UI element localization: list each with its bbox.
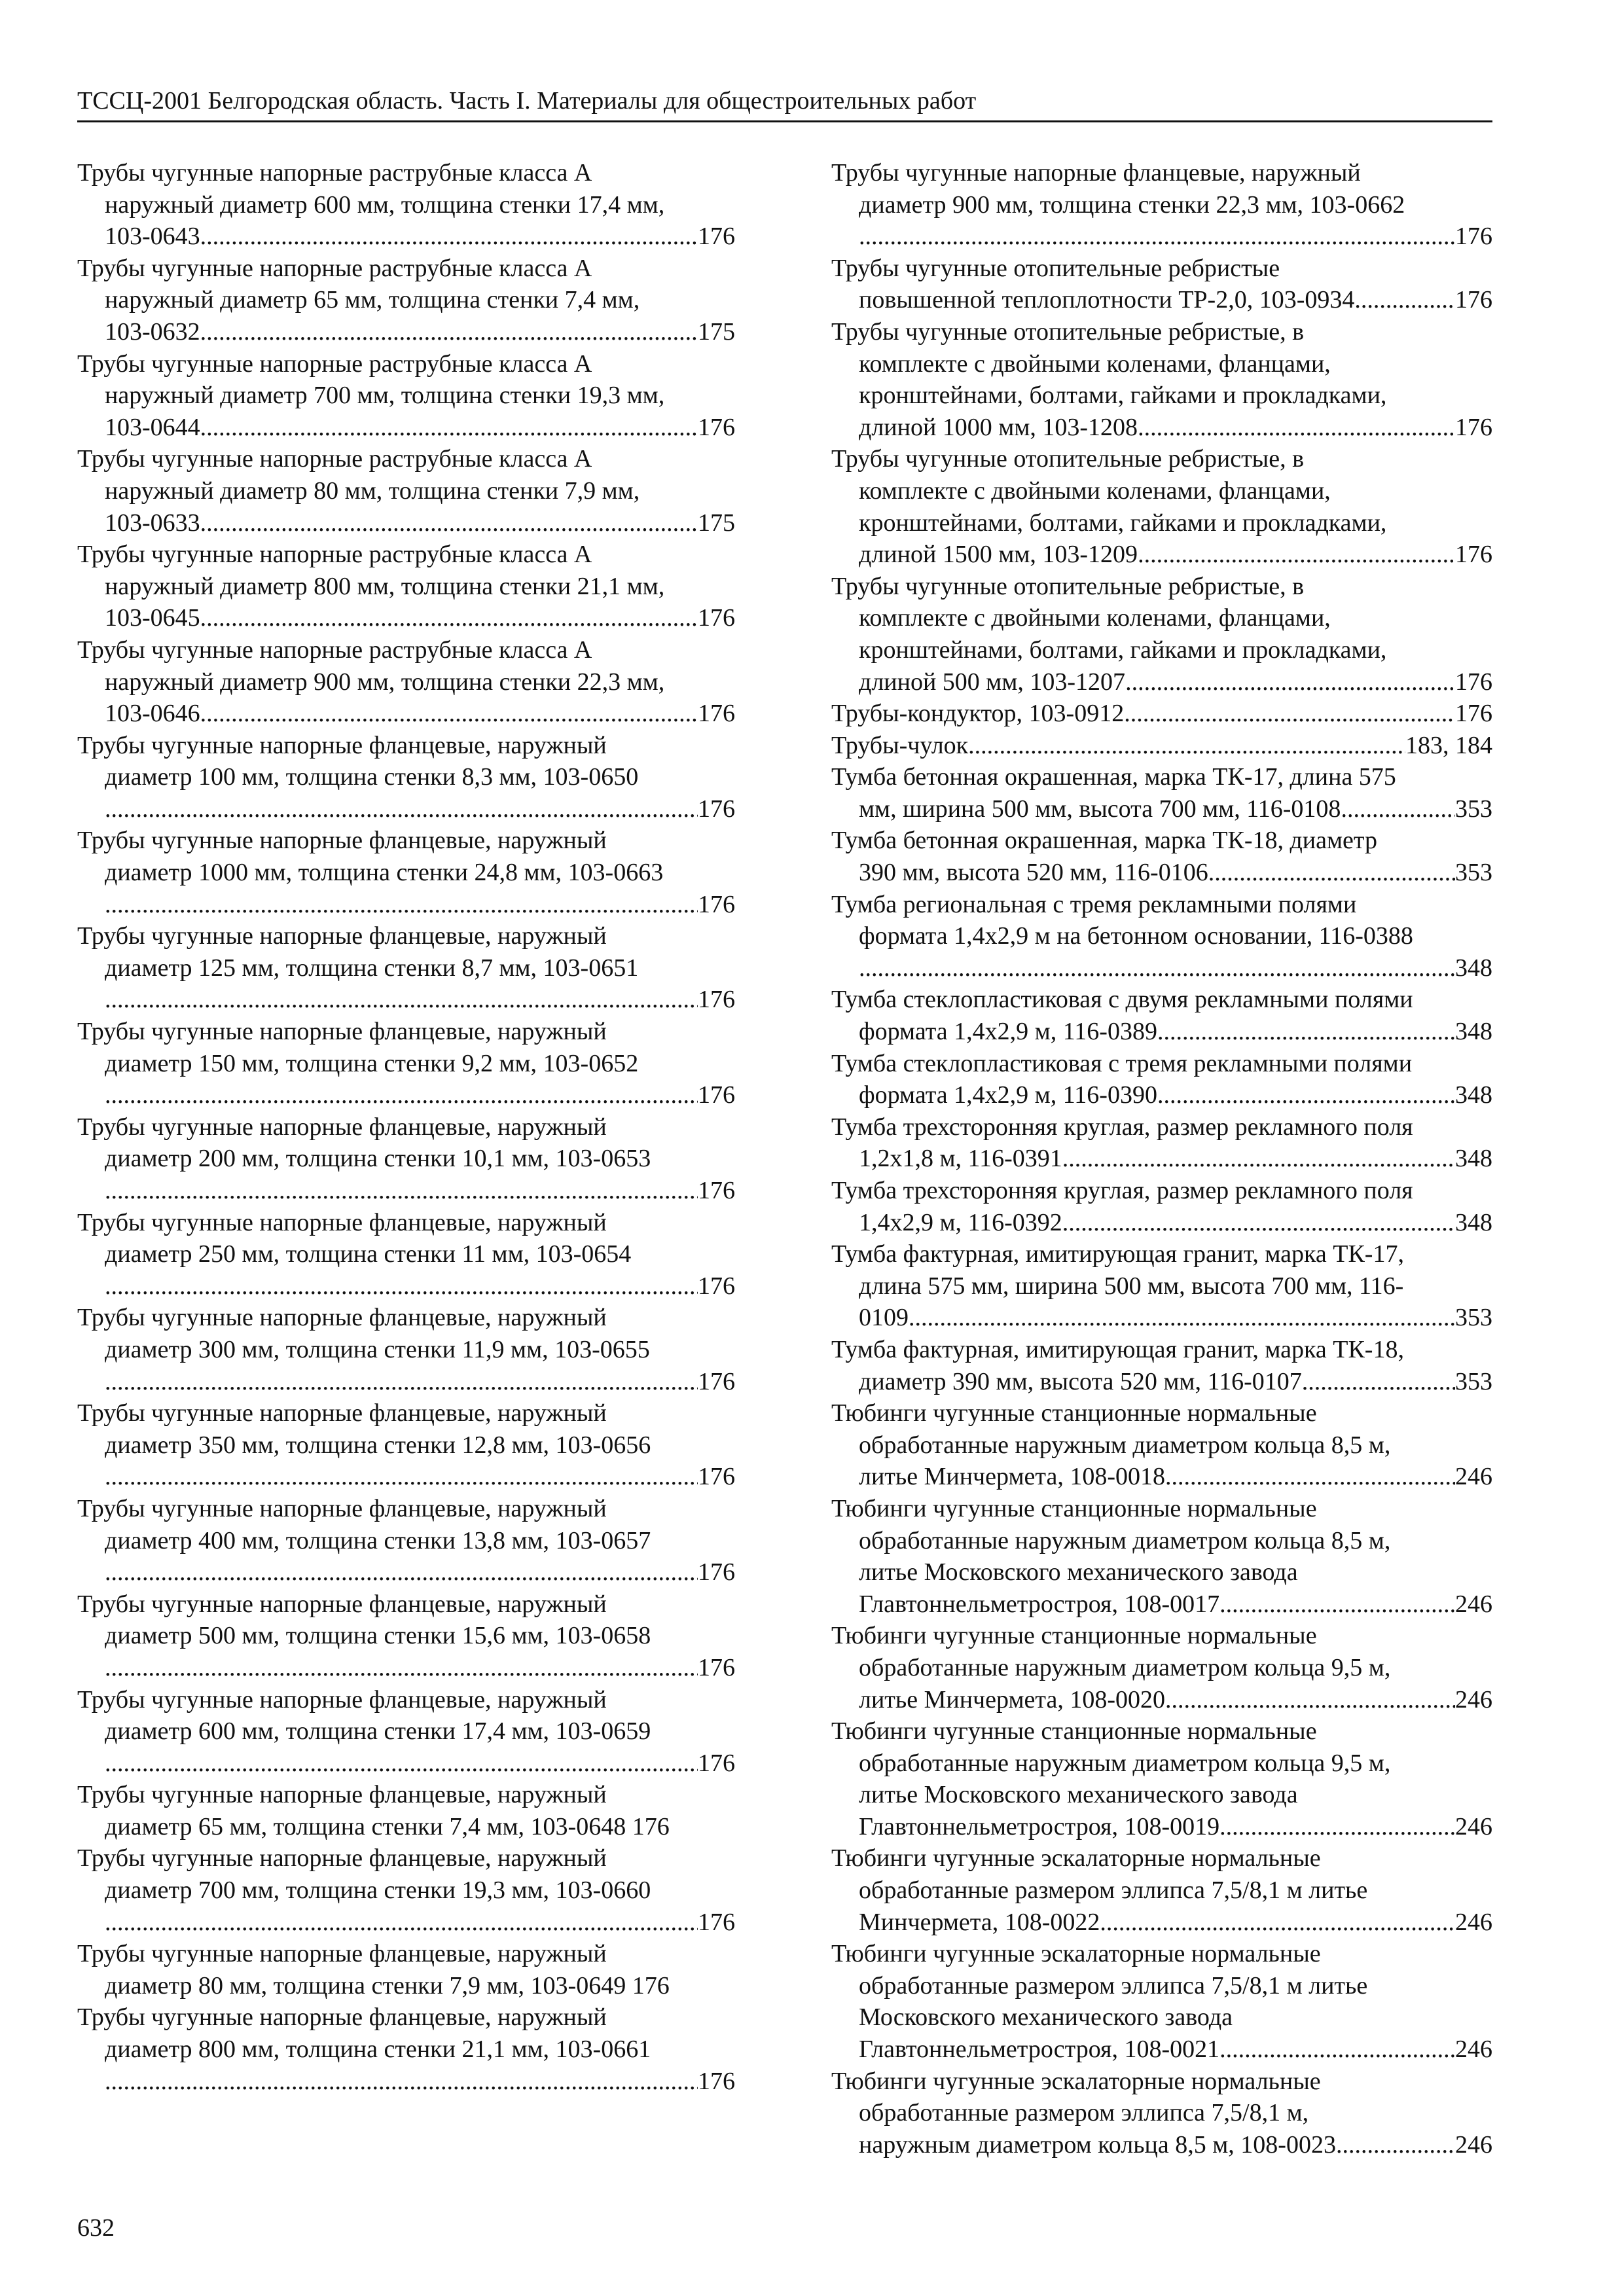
entry-page-ref: 176	[698, 413, 735, 441]
entry-page-ref: 246	[1455, 1463, 1492, 1491]
entry-text-line: Тюбинги чугунные станционные нормальные	[831, 1717, 1317, 1746]
index-entry	[831, 1048, 1492, 1111]
entry-text-line: кронштейнами, болтами, гайками и прокладками,	[859, 509, 1387, 537]
entry-leader-line	[77, 602, 735, 634]
dot-leader	[200, 316, 698, 348]
entry-text-line: Трубы чугунные напорные фланцевые, наружный	[77, 1208, 607, 1236]
entry-text-line: формата 1,4х2,9 м на бетонном основании, 116-0388	[859, 922, 1413, 950]
entry-text-line: Главтоннельметростроя, 108-0021	[859, 2036, 1220, 2064]
entry-text-line: Трубы чугунные напорные фланцевые, наружный	[77, 1304, 607, 1332]
entry-leader-line	[831, 857, 1492, 889]
entry-leader-line	[77, 1748, 735, 1780]
entry-text-line: мм, ширина 500 мм, высота 700 мм, 116-0108	[859, 795, 1341, 823]
entry-text-line: 0109	[859, 1304, 909, 1332]
dot-leader	[200, 412, 698, 444]
index-entry	[831, 889, 1492, 984]
index-entry	[77, 920, 735, 1016]
index-entry	[77, 157, 735, 253]
entry-text-line: 1,2х1,8 м, 116-0391	[859, 1145, 1062, 1173]
entry-text-line: 103-0632	[105, 317, 200, 346]
entry-text-line: Тумба трехсторонняя круглая, размер рекламного поля	[831, 1113, 1413, 1141]
entry-leader-line	[831, 2129, 1492, 2161]
entry-text-line: диаметр 80 мм, толщина стенки 7,9 мм, 103-0649	[105, 1971, 626, 2000]
entry-leader-line	[77, 793, 735, 825]
entry-text-line: обработанные наружным диаметром кольца 8,5 м,	[859, 1526, 1391, 1554]
dot-leader	[1302, 1366, 1455, 1398]
entry-leader-line	[831, 1684, 1492, 1716]
running-header	[77, 84, 1492, 122]
entry-page-ref: 176	[1455, 223, 1492, 251]
index-entry	[831, 984, 1492, 1047]
entry-leader-line	[831, 1302, 1492, 1334]
entry-text-line: наружный диаметр 900 мм, толщина стенки 22,3 мм,	[105, 668, 665, 696]
entry-text-line: литье Московского механического завода	[859, 1781, 1298, 1809]
entry-page-ref: 176	[698, 890, 735, 918]
entry-page-ref: 348	[1455, 1081, 1492, 1109]
entry-text-line: Трубы чугунные напорные фланцевые, наружный	[77, 1685, 607, 1713]
entry-text-line: Трубы чугунные напорные раструбные класса А	[77, 541, 592, 569]
entry-text-line: наружный диаметр 800 мм, толщина стенки 21,1 мм,	[105, 572, 665, 600]
entry-text-line: Минчермета, 108-0022	[859, 1908, 1100, 1936]
entry-text-line: Трубы чугунные напорные фланцевые, наружный	[77, 1494, 607, 1522]
entry-text-line: диаметр 250 мм, толщина стенки 11 мм, 103-0654	[105, 1240, 632, 1268]
running-header-title: ТССЦ-2001 Белгородская область. Часть I. Материалы для общестроительных работ	[77, 87, 977, 115]
entry-leader-line	[831, 666, 1492, 698]
entry-text-line: Трубы чугунные напорные фланцевые, наружный	[77, 1018, 607, 1046]
dot-leader	[200, 698, 698, 730]
dot-leader	[1062, 1143, 1455, 1175]
entry-text-line: диаметр 350 мм, толщина стенки 12,8 мм, 103-0656	[105, 1431, 651, 1459]
dot-leader	[1138, 539, 1455, 571]
dot-leader	[105, 2066, 698, 2098]
dot-leader	[1157, 1079, 1455, 1111]
entry-leader-line	[77, 1175, 735, 1207]
entry-page-ref: 246	[1455, 1812, 1492, 1840]
dot-leader	[105, 1461, 698, 1493]
entry-text-line: 103-0633	[105, 509, 200, 537]
entry-leader-line	[77, 1366, 735, 1398]
entry-text-line: диаметр 125 мм, толщина стенки 8,7 мм, 103-0651	[105, 954, 639, 982]
entry-text-line: диаметр 700 мм, толщина стенки 19,3 мм, 103-0660	[105, 1876, 651, 1905]
entry-text-line: кронштейнами, болтами, гайками и прокладками,	[859, 636, 1387, 664]
index-entry	[831, 1334, 1492, 1397]
entry-text-line: обработанные размером эллипса 7,5/8,1 м,	[859, 2099, 1309, 2127]
entry-text-line: Тюбинги чугунные эскалаторные нормальные	[831, 2067, 1321, 2095]
entry-text-line: Тумба стеклопластиковая с тремя рекламными полями	[831, 1049, 1413, 1077]
entry-text-line: кронштейнами, болтами, гайками и прокладками,	[859, 382, 1387, 410]
entry-text-line: длиной 500 мм, 103-1207	[859, 668, 1126, 696]
dot-leader	[1219, 1588, 1455, 1621]
index-entry	[77, 443, 735, 539]
dot-leader	[1336, 2129, 1455, 2161]
entry-text-line: диаметр 400 мм, толщина стенки 13,8 мм, 103-0657	[105, 1526, 651, 1554]
dot-leader	[1219, 1811, 1455, 1843]
index-entry	[831, 1493, 1492, 1620]
entry-text-line: формата 1,4х2,9 м, 116-0390	[859, 1081, 1157, 1109]
entry-text-line: Тумба фактурная, имитирующая гранит, марка ТК-18,	[831, 1335, 1404, 1363]
dot-leader	[1208, 857, 1455, 889]
entry-leader-line	[831, 539, 1492, 571]
entry-leader-line	[831, 730, 1492, 762]
entry-leader-line	[831, 1366, 1492, 1398]
entry-text-line: Трубы чугунные напорные раструбные класса А	[77, 636, 592, 664]
entry-page-ref: 176	[698, 604, 735, 632]
page-number-text: 632	[77, 2214, 115, 2242]
entry-leader-line	[831, 952, 1492, 984]
entry-text-line: 390 мм, высота 520 мм, 116-0106	[859, 859, 1208, 887]
entry-text-line: наружный диаметр 700 мм, толщина стенки 19,3 мм,	[105, 382, 665, 410]
entry-leader-line	[77, 1907, 735, 1939]
entry-text-line: Тумба бетонная окрашенная, марка ТК-17, длина 575	[831, 763, 1396, 791]
entry-leader-line	[831, 1079, 1492, 1111]
entry-leader-line	[77, 316, 735, 348]
index-entry	[77, 539, 735, 634]
entry-leader-line	[77, 1556, 735, 1588]
entry-text-line: диаметр 300 мм, толщина стенки 11,9 мм, 103-0655	[105, 1335, 650, 1363]
index-entry	[831, 157, 1492, 253]
entry-leader-line	[77, 221, 735, 253]
entry-page-ref: 176	[1455, 286, 1492, 314]
dot-leader	[968, 730, 1405, 762]
entry-text-line: Тюбинги чугунные станционные нормальные	[831, 1399, 1317, 1427]
index-entry	[77, 348, 735, 444]
entry-text-line: диаметр 65 мм, толщина стенки 7,4 мм, 103-0648	[105, 1812, 626, 1840]
entry-text-line: диаметр 150 мм, толщина стенки 9,2 мм, 103-0652	[105, 1049, 639, 1077]
entry-text-line: Трубы чугунные напорные фланцевые, наружный	[77, 1844, 607, 1873]
entry-text-line: длина 575 мм, ширина 500 мм, высота 700 мм, 116-	[859, 1272, 1404, 1300]
entry-leader-line	[831, 1143, 1492, 1175]
entry-text-line: Трубы чугунные напорные раструбные класса А	[77, 445, 592, 473]
entry-text-line: Трубы чугунные напорные фланцевые, наружный	[831, 159, 1361, 187]
entry-leader-line	[77, 1079, 735, 1111]
dot-leader	[1165, 1684, 1455, 1716]
entry-page-ref: 176	[698, 700, 735, 728]
entry-page-ref: 176	[698, 795, 735, 823]
entry-text-line: Трубы чугунные напорные фланцевые, наружный	[77, 731, 607, 759]
entry-page-ref: 176	[698, 986, 735, 1014]
index-entry	[77, 1016, 735, 1111]
dot-leader	[105, 1079, 698, 1111]
entry-leader-line	[77, 1970, 735, 2002]
entry-text-line: Трубы чугунные напорные раструбные класса А	[77, 254, 592, 282]
dot-leader	[1125, 666, 1455, 698]
entry-leader-line	[831, 1588, 1492, 1621]
entry-page-ref: 246	[1455, 2130, 1492, 2159]
dot-leader	[105, 1270, 698, 1302]
index-column-right	[831, 157, 1492, 2161]
dot-leader	[200, 602, 698, 634]
entry-text-line: Трубы чугунные напорные фланцевые, наружный	[77, 827, 607, 855]
entry-page-ref: 176	[632, 1812, 670, 1840]
dot-leader	[105, 1556, 698, 1588]
index-entry	[77, 1302, 735, 1397]
entry-page-ref: 176	[698, 1272, 735, 1300]
dot-leader	[105, 1175, 698, 1207]
entry-page-ref: 175	[698, 509, 735, 537]
dot-leader	[909, 1302, 1455, 1334]
index-entry	[831, 571, 1492, 698]
entry-text-line: Тумба стеклопластиковая с двумя рекламными полями	[831, 986, 1413, 1014]
index-entry	[77, 1111, 735, 1207]
entry-text-line: Трубы чугунные напорные фланцевые, наружный	[77, 1399, 607, 1427]
index-entry	[831, 730, 1492, 762]
entry-text-line: Трубы чугунные отопительные ребристые	[831, 254, 1280, 282]
entry-text-line: Трубы чугунные напорные фланцевые, наружный	[77, 1590, 607, 1618]
entry-text-line: обработанные размером эллипса 7,5/8,1 м литье	[859, 1876, 1368, 1905]
dot-leader	[105, 1748, 698, 1780]
entry-text-line: наружный диаметр 600 мм, толщина стенки 17,4 мм,	[105, 190, 665, 219]
entry-text-line: диаметр 800 мм, толщина стенки 21,1 мм, 103-0661	[105, 2036, 651, 2064]
index-entry	[831, 698, 1492, 730]
dot-leader	[105, 984, 698, 1016]
dot-leader	[105, 1907, 698, 1939]
index-entry	[77, 634, 735, 730]
dot-leader	[1341, 793, 1455, 825]
index-entry	[77, 1588, 735, 1684]
index-entry	[77, 730, 735, 825]
index-entry	[831, 1238, 1492, 1334]
index-entry	[831, 253, 1492, 316]
entry-page-ref: 176	[1455, 413, 1492, 441]
entry-text-line: комплекте с двойными коленами, фланцами,	[859, 604, 1331, 632]
entry-page-ref: 176	[698, 1908, 735, 1936]
dot-leader	[105, 889, 698, 921]
entry-page-ref: 348	[1455, 1208, 1492, 1236]
index-entry	[831, 761, 1492, 825]
entry-text-line: диаметр 500 мм, толщина стенки 15,6 мм, 103-0658	[105, 1622, 651, 1650]
index-entry	[831, 1111, 1492, 1175]
dot-leader	[105, 1366, 698, 1398]
entry-page-ref: 246	[1455, 1590, 1492, 1618]
entry-text-line: Трубы чугунные отопительные ребристые, в	[831, 317, 1305, 346]
index-entry	[831, 443, 1492, 570]
index-entry	[831, 825, 1492, 888]
entry-leader-line	[831, 1907, 1492, 1939]
index-entry	[77, 1207, 735, 1302]
entry-text-line: обработанные наружным диаметром кольца 9,5 м,	[859, 1653, 1391, 1681]
entry-text-line: 103-0645	[105, 604, 200, 632]
entry-page-ref: 176	[1455, 668, 1492, 696]
entry-text-line: наружный диаметр 65 мм, толщина стенки 7,4 мм,	[105, 286, 640, 314]
entry-text-line: Трубы чугунные напорные раструбные класса А	[77, 350, 592, 378]
entry-text-line: Трубы чугунные напорные раструбные класса А	[77, 159, 592, 187]
entry-text-line: длиной 1500 мм, 103-1209	[859, 541, 1138, 569]
index-entry	[77, 1684, 735, 1780]
entry-text-line: комплекте с двойными коленами, фланцами,	[859, 476, 1331, 505]
entry-leader-line	[77, 412, 735, 444]
index-entry	[831, 2066, 1492, 2161]
entry-text-line: диаметр 100 мм, толщина стенки 8,3 мм, 103-0650	[105, 763, 639, 791]
entry-leader-line	[77, 698, 735, 730]
entry-leader-line	[77, 889, 735, 921]
entry-leader-line	[77, 1811, 735, 1843]
entry-leader-line	[831, 698, 1492, 730]
entry-text-line: Трубы чугунные напорные фланцевые, наружный	[77, 2003, 607, 2032]
entry-text-line: комплекте с двойными коленами, фланцами,	[859, 350, 1331, 378]
entry-leader-line	[77, 507, 735, 539]
entry-page-ref: 246	[1455, 2036, 1492, 2064]
entry-text-line: Тумба трехсторонняя круглая, размер рекламного поля	[831, 1177, 1413, 1204]
entry-leader-line	[831, 2034, 1492, 2066]
entry-text-line: Трубы-кондуктор, 103-0912	[831, 700, 1125, 728]
entry-page-ref: 348	[1455, 1145, 1492, 1173]
dot-leader	[859, 221, 1455, 253]
entry-text-line: диаметр 900 мм, толщина стенки 22,3 мм, 103-0662	[859, 190, 1405, 219]
index-entry	[77, 253, 735, 348]
entry-leader-line	[831, 412, 1492, 444]
entry-text-line: обработанные наружным диаметром кольца 8,5 м,	[859, 1431, 1391, 1459]
entry-text-line: диаметр 600 мм, толщина стенки 17,4 мм, 103-0659	[105, 1717, 651, 1746]
page-number	[77, 2212, 115, 2244]
dot-leader	[1157, 1016, 1455, 1048]
index-entry	[831, 316, 1492, 443]
entry-page-ref: 246	[1455, 1908, 1492, 1936]
entry-page-ref: 176	[1455, 700, 1492, 728]
index-entry	[77, 1779, 735, 1842]
index-entry	[831, 1620, 1492, 1715]
entry-text-line: наружный диаметр 80 мм, толщина стенки 7,9 мм,	[105, 476, 640, 505]
index-entry	[831, 1397, 1492, 1493]
index-entry	[831, 1175, 1492, 1238]
dot-leader	[1062, 1207, 1455, 1239]
index-entry	[831, 1842, 1492, 1938]
entry-page-ref: 353	[1455, 795, 1492, 823]
entry-text-line: Тюбинги чугунные эскалаторные нормальные	[831, 1940, 1321, 1968]
entry-text-line: Тумба бетонная окрашенная, марка ТК-18, диаметр	[831, 827, 1377, 855]
entry-text-line: формата 1,4х2,9 м, 116-0389	[859, 1018, 1157, 1046]
entry-leader-line	[77, 1461, 735, 1493]
entry-text-line: Трубы чугунные напорные фланцевые, наружный	[77, 922, 607, 950]
entry-text-line: обработанные размером эллипса 7,5/8,1 м литье	[859, 1971, 1368, 2000]
entry-text-line: Трубы чугунные напорные фланцевые, наружный	[77, 1113, 607, 1141]
index-entry	[77, 1842, 735, 1938]
entry-text-line: 103-0644	[105, 413, 200, 441]
entry-text-line: литье Минчермета, 108-0020	[859, 1685, 1165, 1713]
entry-text-line: Тумба фактурная, имитирующая гранит, марка ТК-17,	[831, 1240, 1404, 1268]
entry-page-ref: 353	[1455, 1367, 1492, 1395]
entry-text-line: Московского механического завода	[859, 2003, 1233, 2032]
entry-text-line: обработанные наружным диаметром кольца 9,5 м,	[859, 1749, 1391, 1777]
entry-leader-line	[831, 1461, 1492, 1493]
entry-page-ref: 176	[698, 2067, 735, 2095]
entry-text-line: литье Московского механического завода	[859, 1558, 1298, 1587]
dot-leader	[1219, 2034, 1455, 2066]
dot-leader	[859, 952, 1455, 984]
entry-leader-line	[77, 1652, 735, 1684]
index-entry	[77, 825, 735, 920]
dot-leader	[200, 507, 698, 539]
entry-text-line: Трубы-чулок	[831, 731, 969, 759]
entry-text-line: Трубы чугунные отопительные ребристые, в	[831, 445, 1305, 473]
entry-text-line: диаметр 200 мм, толщина стенки 10,1 мм, 103-0653	[105, 1145, 651, 1173]
index-entry	[77, 2001, 735, 2097]
dot-leader	[105, 793, 698, 825]
dot-leader	[105, 1652, 698, 1684]
entry-page-ref: 176	[698, 1367, 735, 1395]
entry-page-ref: 348	[1455, 1018, 1492, 1046]
entry-text-line: диаметр 1000 мм, толщина стенки 24,8 мм, 103-0663	[105, 859, 664, 887]
entry-text-line: Главтоннельметростроя, 108-0019	[859, 1812, 1220, 1840]
entry-text-line: Трубы чугунные напорные фланцевые, наружный	[77, 1940, 607, 1968]
dot-leader	[200, 221, 698, 253]
entry-leader-line	[831, 793, 1492, 825]
entry-text-line: Тумба региональная с тремя рекламными полями	[831, 890, 1357, 918]
entry-page-ref: 353	[1455, 859, 1492, 887]
entry-page-ref: 246	[1455, 1685, 1492, 1713]
index-entry	[831, 1715, 1492, 1842]
entry-text-line: литье Минчермета, 108-0018	[859, 1463, 1165, 1491]
entry-page-ref: 176	[698, 223, 735, 251]
entry-leader-line	[831, 221, 1492, 253]
entry-leader-line	[831, 1207, 1492, 1239]
index-entry	[77, 1397, 735, 1493]
dot-leader	[1124, 698, 1455, 730]
dot-leader	[1138, 412, 1455, 444]
entry-text-line: 103-0646	[105, 700, 200, 728]
entry-page-ref: 176	[698, 1177, 735, 1204]
entry-leader-line	[831, 1811, 1492, 1843]
entry-text-line: Трубы чугунные отопительные ребристые, в	[831, 572, 1305, 600]
index-entry	[831, 1938, 1492, 2065]
entry-text-line: 1,4х2,9 м, 116-0392	[859, 1208, 1062, 1236]
entry-leader-line	[77, 2066, 735, 2098]
entry-text-line: 103-0643	[105, 223, 200, 251]
entry-text-line: длиной 1000 мм, 103-1208	[859, 413, 1138, 441]
entry-leader-line	[77, 1270, 735, 1302]
entry-leader-line	[77, 984, 735, 1016]
entry-page-ref: 176	[698, 1749, 735, 1777]
entry-page-ref: 176	[698, 1558, 735, 1587]
entry-page-ref: 176	[698, 1653, 735, 1681]
entry-text-line: наружным диаметром кольца 8,5 м, 108-0023	[859, 2130, 1336, 2159]
entry-page-ref: 175	[698, 317, 735, 346]
entry-leader-line	[831, 284, 1492, 316]
entry-page-ref: 183, 184	[1405, 731, 1492, 759]
index-entry	[77, 1938, 735, 2001]
entry-text-line: Тюбинги чугунные станционные нормальные	[831, 1494, 1317, 1522]
dot-leader	[1165, 1461, 1455, 1493]
entry-text-line: повышенной теплоплотности ТР-2,0, 103-0934	[859, 286, 1355, 314]
entry-text-line: Тюбинги чугунные эскалаторные нормальные	[831, 1844, 1321, 1873]
entry-leader-line	[831, 1016, 1492, 1048]
index-column-left	[77, 157, 735, 2097]
entry-page-ref: 348	[1455, 954, 1492, 982]
entry-page-ref: 176	[698, 1081, 735, 1109]
entry-page-ref: 176	[1455, 541, 1492, 569]
entry-page-ref: 176	[698, 1463, 735, 1491]
entry-text-line: Трубы чугунные напорные фланцевые, наружный	[77, 1781, 607, 1809]
entry-text-line: Главтоннельметростроя, 108-0017	[859, 1590, 1220, 1618]
entry-text-line: Тюбинги чугунные станционные нормальные	[831, 1622, 1317, 1650]
dot-leader	[1100, 1907, 1455, 1939]
entry-page-ref: 353	[1455, 1304, 1492, 1332]
index-entry	[77, 1493, 735, 1588]
entry-text-line: диаметр 390 мм, высота 520 мм, 116-0107	[859, 1367, 1302, 1395]
entry-page-ref: 176	[632, 1971, 670, 2000]
dot-leader	[1354, 284, 1455, 316]
